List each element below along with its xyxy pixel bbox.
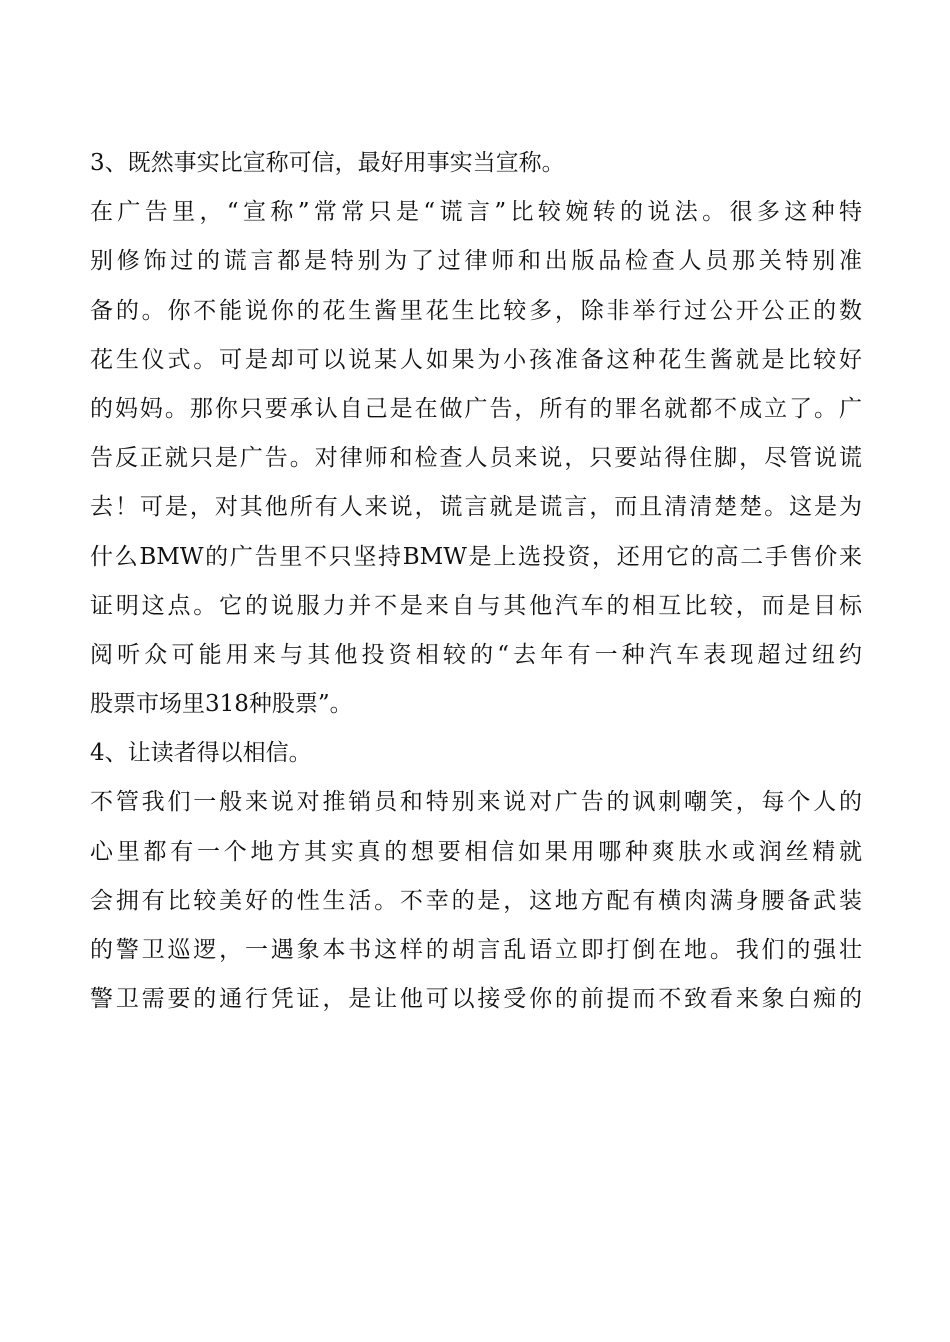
paragraph-line: 阅听众可能用来与其他投资相较的“去年有一种汽车表现超过纽约	[90, 641, 862, 668]
document-body	[90, 139, 862, 1024]
paragraph-line: 股票市场里318种股票”。	[90, 691, 353, 718]
paragraph-line: 的妈妈。那你只要承认自己是在做广告，所有的罪名就都不成立了。广	[90, 395, 862, 422]
paragraph-line: 什么BMW的广告里不只坚持BMW是上选投资，还用它的高二手售价来	[90, 543, 862, 570]
paragraph-line: 的警卫巡逻，一遇象本书这样的胡言乱语立即打倒在地。我们的强壮	[90, 937, 862, 963]
paragraph-line: 在广告里，“宣称”常常只是“谎言”比较婉转的说法。很多这种特	[90, 199, 862, 226]
paragraph-line: 告反正就只是广告。对律师和检查人员来说，只要站得住脚，尽管说谎	[90, 445, 862, 472]
section-heading-4: 4、让读者得以相信。	[90, 740, 312, 767]
paragraph-line: 备的。你不能说你的花生酱里花生比较多，除非举行过公开公正的数	[90, 297, 862, 324]
paragraph-line: 心里都有一个地方其实真的想要相信如果用哪种爽肤水或润丝精就	[90, 838, 862, 865]
paragraph-line: 警卫需要的通行凭证，是让他可以接受你的前提而不致看来象白痴的	[90, 986, 862, 1013]
paragraph-line: 不管我们一般来说对推销员和特别来说对广告的讽刺嘲笑，每个人的	[90, 789, 862, 816]
paragraph-line: 会拥有比较美好的性生活。不幸的是，这地方配有横肉满身腰备武装	[90, 887, 862, 914]
section-heading-3: 3、既然事实比宣称可信，最好用事实当宣称。	[90, 150, 565, 176]
paragraph-line: 证明这点。它的说服力并不是来自与其他汽车的相互比较，而是目标	[90, 592, 862, 619]
paragraph-line: 花生仪式。可是却可以说某人如果为小孩准备这种花生酱就是比较好	[90, 346, 862, 373]
paragraph-line: 去！可是，对其他所有人来说，谎言就是谎言，而且清清楚楚。这是为	[90, 494, 862, 521]
paragraph-line: 别修饰过的谎言都是特别为了过律师和出版品检查人员那关特别准	[90, 248, 862, 275]
